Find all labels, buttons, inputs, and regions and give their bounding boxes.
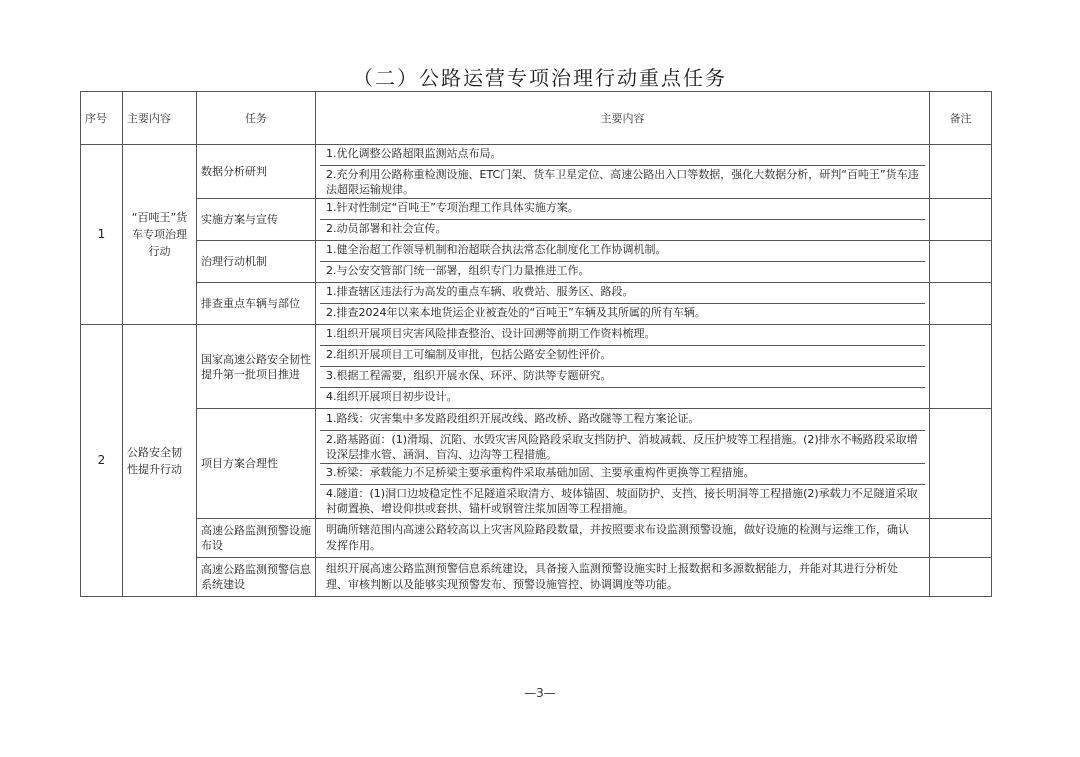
table-row (81, 199, 992, 241)
note-cell (930, 519, 992, 558)
content-cell (316, 558, 930, 597)
content-item: 2.与公安交管部门统一部署，组织专门力量推进工作。 (326, 264, 590, 277)
content-item: 2.动员部署和社会宣传。 (326, 222, 447, 235)
content-cell (316, 325, 930, 409)
content-item: 明确所辖范围内高速公路较高以上灾害风险路段数量，并按照要求布设监测预警设施，做好设施的检测与运维工作，确认发挥作用。 (326, 523, 909, 552)
content-item: 1.排查辖区违法行为高发的重点车辆、收费站、服务区、路段。 (320, 283, 925, 304)
content-item: 4.隧道：(1)洞口边坡稳定性不足隧道采取清方、坡体锚固、坡面防护、支挡、接长明洞等工程措施(2)承载力不足隧道采取衬砌置换、增设仰拱或套拱、锚杆或钢管注浆加固等工程措施。 (326, 487, 918, 515)
content-item: 3.根据工程需要，组织开展水保、环评、防洪等专题研究。 (320, 367, 925, 388)
content-cell (316, 199, 930, 241)
note-cell (930, 199, 992, 241)
content-item: 1.路线：灾害集中多发路段组织开展改线、路改桥、路改隧等工程方案论证。 (320, 410, 925, 431)
note-cell (930, 325, 992, 409)
content-item: 2.组织开展项目工可编制及审批，包括公路安全韧性评价。 (320, 346, 925, 367)
table-row (81, 283, 992, 325)
table-row (81, 558, 992, 597)
note-cell (930, 241, 992, 283)
header-note: 备注 (930, 92, 992, 145)
content-cell (316, 519, 930, 558)
header-content: 主要内容 (316, 92, 930, 145)
note-cell (930, 283, 992, 325)
task-cell: 实施方案与宣传 (197, 199, 316, 241)
header-task: 任务 (197, 92, 316, 145)
task-cell: 高速公路监测预警设施布设 (197, 519, 316, 558)
main-content-cell: “百吨王”货车专项治理行动 (123, 145, 197, 325)
header-main: 主要内容 (123, 92, 197, 145)
content-item: 1.健全治超工作领导机制和治超联合执法常态化制度化工作协调机制。 (320, 241, 925, 262)
table-row (81, 145, 992, 199)
table-row (81, 325, 992, 409)
row-number: 1 (81, 145, 123, 325)
task-cell: 数据分析研判 (197, 145, 316, 199)
task-table (80, 91, 992, 597)
content-cell (316, 241, 930, 283)
content-item: 1.组织开展项目灾害风险排查整治、设计回溯等前期工作资料梳理。 (320, 325, 925, 346)
content-item: 1.优化调整公路超限监测站点布局。 (320, 145, 925, 166)
task-cell: 项目方案合理性 (197, 409, 316, 519)
header-no: 序号 (81, 92, 123, 145)
content-item: 2.路基路面：(1)滑塌、沉陷、水毁灾害风险路段采取支挡防护、消坡减载、反压护坡等工程措施。(2)排水不畅路段采取增设深层排水管、涵洞、盲沟、边沟等工程措施。 (320, 431, 925, 464)
task-cell: 排查重点车辆与部位 (197, 283, 316, 325)
content-item: 2.排查2024年以来本地货运企业被查处的“百吨王”车辆及其所属的所有车辆。 (326, 306, 706, 319)
note-cell (930, 409, 992, 519)
content-item: 组织开展高速公路监测预警信息系统建设，具备接入监测预警设施实时上报数据和多源数据能力，并能对其进行分析处理、审核判断以及能够实现预警发布、预警设施管控、协调调度等功能。 (326, 562, 898, 591)
note-cell (930, 145, 992, 199)
content-item: 4.组织开展项目初步设计。 (326, 390, 458, 403)
row-number: 2 (81, 325, 123, 597)
task-cell: 高速公路监测预警信息系统建设 (197, 558, 316, 597)
content-cell (316, 145, 930, 199)
task-cell: 治理行动机制 (197, 241, 316, 283)
content-cell (316, 409, 930, 519)
task-cell: 国家高速公路安全韧性提升第一批项目推进 (197, 325, 316, 409)
note-cell (930, 558, 992, 597)
page-title: （二）公路运营专项治理行动重点任务 (353, 66, 727, 90)
content-cell (316, 283, 930, 325)
content-item: 2.充分利用公路称重检测设施、ETC门架、货车卫星定位、高速公路出入口等数据，强化大数据分析，研判“百吨王”货车违法超限运输规律。 (326, 168, 919, 196)
page-number: —3— (524, 686, 556, 700)
table-header-row (81, 92, 992, 145)
main-content-cell: 公路安全韧性提升行动 (123, 325, 197, 597)
table-row (81, 241, 992, 283)
content-item: 3.桥梁：承载能力不足桥梁主要承重构件采取基础加固、主要承重构件更换等工程措施。 (320, 464, 925, 485)
content-item: 1.针对性制定“百吨王”专项治理工作具体实施方案。 (320, 199, 925, 220)
table-row (81, 519, 992, 558)
table-row (81, 409, 992, 519)
